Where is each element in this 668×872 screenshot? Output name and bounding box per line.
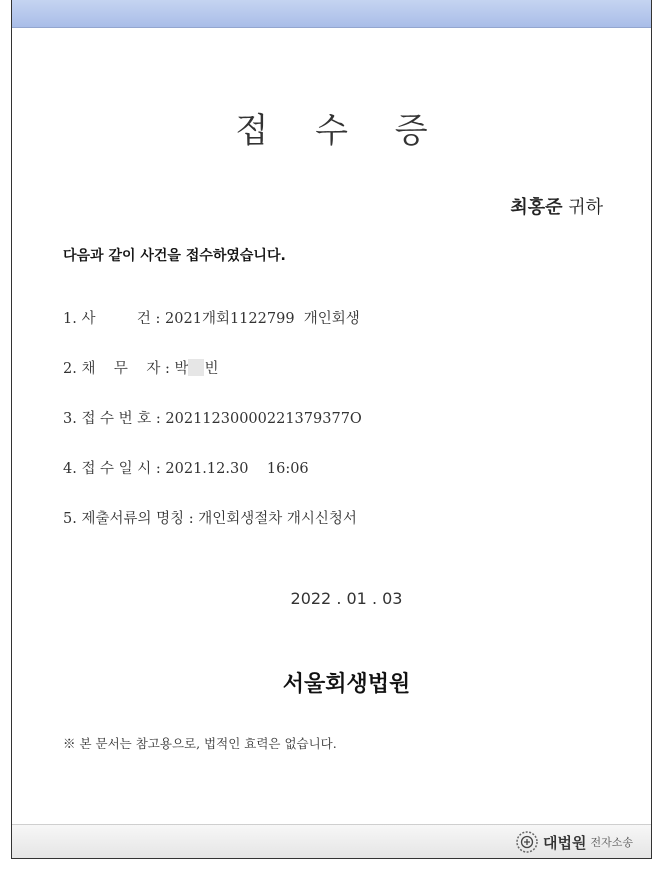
field-receipt-number — [63, 407, 362, 428]
title-char: 증 — [394, 111, 428, 151]
field-value: 개인회생절차 개시신청서 — [198, 511, 357, 527]
top-banner — [12, 0, 651, 28]
field-label: 1. 사 건 : — [63, 311, 166, 327]
field-label: 4. 접 수 일 시 : — [63, 461, 166, 477]
title-char: 수 — [315, 111, 348, 151]
field-case — [63, 307, 360, 328]
field-label: 3. 접 수 번 호 : — [63, 411, 166, 427]
document-title — [12, 103, 651, 152]
intro-text: 다음과 같이 사건을 접수하였습니다. — [63, 248, 286, 264]
field-value: 20211230000221379377O — [165, 411, 362, 427]
title-char: 접 — [235, 111, 269, 151]
debtor-name-prefix: 박 — [174, 361, 189, 377]
field-document-name — [63, 507, 357, 528]
recipient — [510, 193, 603, 219]
field-value: 2021.12.30 16:06 — [165, 461, 309, 477]
field-receipt-datetime — [63, 457, 309, 478]
field-label: 2. 채 무 자 : — [63, 361, 175, 377]
field-label: 5. 제출서류의 명칭 : — [63, 511, 199, 527]
field-value: 2021개회1122799 개인회생 — [165, 311, 360, 327]
disclaimer-note: ※ 본 문서는 참고용으로, 법적인 효력은 없습니다. — [63, 736, 337, 751]
court-name: 서울회생법원 — [282, 671, 411, 697]
recipient-suffix: 귀하 — [568, 197, 603, 218]
logo-main-text: 대법원 — [543, 833, 587, 852]
court-emblem-icon — [515, 830, 539, 854]
recipient-name: 최홍준 — [510, 197, 563, 218]
receipt-document — [11, 0, 652, 859]
redaction-mask — [188, 359, 204, 376]
debtor-name-suffix: 빈 — [204, 361, 219, 377]
logo-sub-text: 전자소송 — [590, 836, 633, 849]
issue-date: 2022 . 01 . 03 — [290, 589, 403, 608]
ecourt-logo — [515, 829, 633, 855]
field-debtor — [63, 357, 218, 378]
